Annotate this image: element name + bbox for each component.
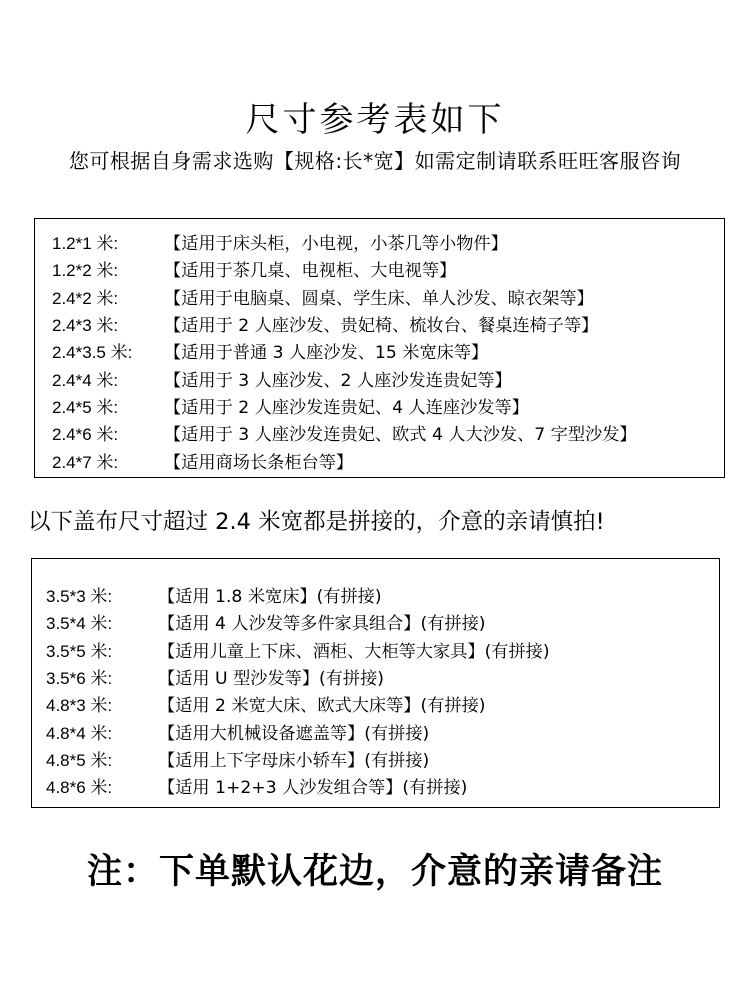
- table-row: [35, 446, 724, 473]
- page-subtitle: 您可根据自身需求选购【规格:长*宽】如需定制请联系旺旺客服咨询: [68, 149, 682, 173]
- usage-description: 【适用 1.8 米宽床】(有拼接): [158, 587, 382, 608]
- splicing-notice: 以下盖布尺寸超过 2.4 米宽都是拼接的，介意的亲请慎拍!: [28, 509, 605, 535]
- size-label: 2.4*7 米:: [52, 452, 119, 472]
- table-row: [35, 419, 724, 446]
- usage-description: 【适用 4 人沙发等多件家具组合】(有拼接): [158, 614, 486, 635]
- size-label: 1.2*2 米:: [52, 261, 119, 281]
- size-label: 3.5*5 米:: [46, 641, 113, 661]
- size-label: 1.2*1 米:: [52, 234, 119, 254]
- table-row: [35, 228, 724, 255]
- table-row: [32, 581, 719, 608]
- size-label: 4.8*3 米:: [46, 696, 113, 716]
- table-row: [35, 392, 724, 419]
- usage-description: 【适用于电脑桌、圆桌、学生床、单人沙发、晾衣架等】: [164, 288, 594, 309]
- size-label: 4.8*5 米:: [46, 750, 113, 770]
- table-row: [32, 636, 719, 663]
- size-label: 2.4*3.5 米:: [52, 343, 133, 363]
- usage-description: 【适用商场长条柜台等】: [164, 452, 354, 473]
- table-row: [32, 772, 719, 799]
- usage-description: 【适用于 2 人座沙发、贵妃椅、梳妆台、餐桌连椅子等】: [164, 316, 599, 337]
- size-label: 3.5*4 米:: [46, 614, 113, 634]
- size-label: 3.5*3 米:: [46, 587, 113, 607]
- size-label: 2.4*6 米:: [52, 425, 119, 445]
- size-table-standard: [34, 218, 725, 478]
- size-table-spliced: [31, 558, 720, 808]
- size-label: 3.5*6 米:: [46, 669, 113, 689]
- table-row: [32, 745, 719, 772]
- table-row: [32, 717, 719, 744]
- usage-description: 【适用 1+2+3 人沙发组合等】(有拼接): [158, 778, 468, 799]
- size-label: 2.4*2 米:: [52, 288, 119, 308]
- usage-description: 【适用 U 型沙发等】(有拼接): [158, 669, 384, 690]
- footer-note: 注：下单默认花边，介意的亲请备注: [86, 852, 663, 892]
- size-label: 4.8*6 米:: [46, 778, 113, 798]
- size-label: 2.4*4 米:: [52, 370, 119, 390]
- usage-description: 【适用儿童上下床、酒柜、大柜等大家具】(有拼接): [158, 641, 550, 662]
- table-row: [35, 255, 724, 282]
- table-row: [35, 364, 724, 391]
- usage-description: 【适用上下字母床小轿车】(有拼接): [158, 750, 430, 771]
- usage-description: 【适用于床头柜，小电视，小茶几等小物件】: [164, 234, 508, 255]
- size-label: 2.4*5 米:: [52, 397, 119, 417]
- size-label: 2.4*3 米:: [52, 316, 119, 336]
- usage-description: 【适用于 3 人座沙发、2 人座沙发连贵妃等】: [164, 370, 512, 391]
- table-row: [35, 310, 724, 337]
- usage-description: 【适用于 2 人座沙发连贵妃、4 人连座沙发等】: [164, 397, 529, 418]
- page-title: 尺寸参考表如下: [245, 100, 505, 140]
- table-row: [32, 663, 719, 690]
- table-row: [32, 690, 719, 717]
- usage-description: 【适用于茶几桌、电视柜、大电视等】: [164, 261, 457, 282]
- usage-description: 【适用于 3 人座沙发连贵妃、欧式 4 人大沙发、7 字型沙发】: [164, 425, 637, 446]
- size-label: 4.8*4 米:: [46, 723, 113, 743]
- usage-description: 【适用于普通 3 人座沙发、15 米宽床等】: [164, 343, 489, 364]
- table-row: [35, 337, 724, 364]
- table-row: [32, 608, 719, 635]
- usage-description: 【适用大机械设备遮盖等】(有拼接): [158, 723, 430, 744]
- table-row: [35, 283, 724, 310]
- usage-description: 【适用 2 米宽大床、欧式大床等】(有拼接): [158, 696, 486, 717]
